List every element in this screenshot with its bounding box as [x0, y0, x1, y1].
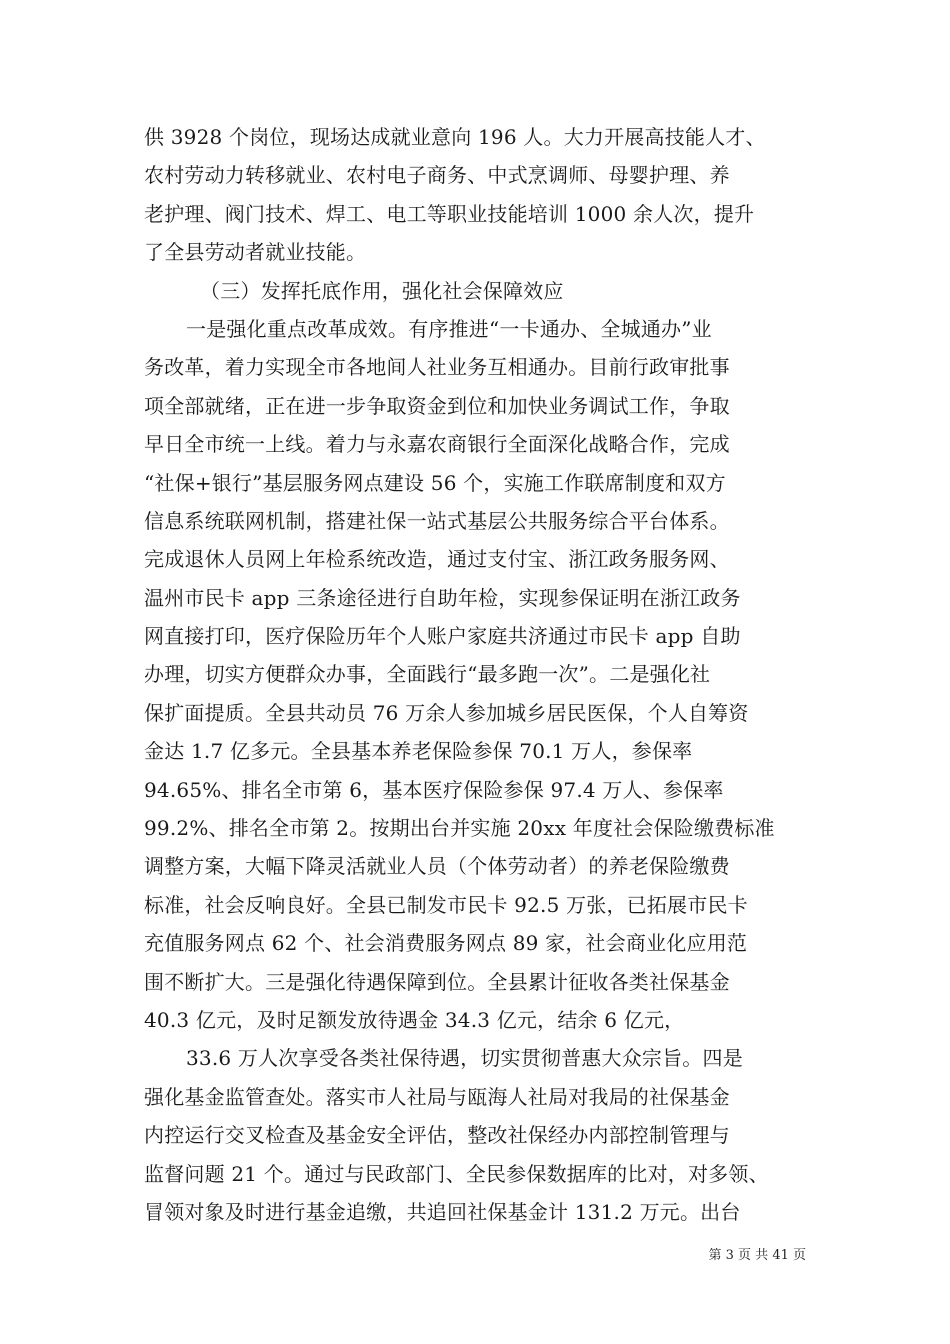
text-line: 内控运行交叉检查及基金安全评估，整改社保经办内部控制管理与	[144, 1123, 730, 1148]
text-line: 温州市民卡 app 三条途径进行自助年检，实现参保证明在浙江政务	[144, 585, 741, 610]
document-body	[144, 118, 806, 1231]
text-line: 办理，切实方便群众办事，全面践行“最多跑一次”。二是强化社	[144, 662, 711, 687]
text-line: 老护理、阀门技术、焊工、电工等职业技能培训 1000 余人次，提升	[144, 201, 755, 226]
text-line: 监督问题 21 个。通过与民政部门、全民参保数据库的比对，对多领、	[144, 1161, 769, 1186]
text-line: 了全县劳动者就业技能。	[144, 240, 367, 265]
text-line: 完成退休人员网上年检系统改造，通过支付宝、浙江政务服务网、	[144, 547, 730, 572]
text-line: 94.65%、排名全市第 6，基本医疗保险参保 97.4 万人、参保率	[144, 777, 724, 802]
text-line: 强化基金监管查处。落实市人社局与瓯海人社局对我局的社保基金	[144, 1084, 730, 1109]
text-line: 99.2%、排名全市第 2。按期出台并实施 20xx 年度社会保险缴费标准	[144, 816, 775, 841]
text-line: 网直接打印，医疗保险历年个人账户家庭共济通过市民卡 app 自助	[144, 624, 741, 649]
text-line: 信息系统联网机制，搭建社保一站式基层公共服务综合平台体系。	[144, 508, 730, 533]
page-number-footer: 第 3 页 共 41 页	[708, 1248, 806, 1263]
text-line: 农村劳动力转移就业、农村电子商务、中式烹调师、母婴护理、养	[144, 163, 730, 188]
section-heading: （三）发挥托底作用，强化社会保障效应	[200, 278, 564, 303]
text-line: “社保+银行”基层服务网点建设 56 个，实施工作联席制度和双方	[144, 470, 726, 495]
text-line: 保扩面提质。全县共动员 76 万余人参加城乡居民医保，个人自筹资	[144, 700, 749, 725]
text-line: 标准，社会反响良好。全县已制发市民卡 92.5 万张，已拓展市民卡	[144, 892, 748, 917]
text-line: 务改革，着力实现全市各地间人社业务互相通办。目前行政审批事	[144, 355, 730, 380]
text-line: 金达 1.7 亿多元。全县基本养老保险参保 70.1 万人，参保率	[144, 739, 693, 764]
text-line: 围不断扩大。三是强化待遇保障到位。全县累计征收各类社保基金	[144, 969, 730, 994]
text-line: 充值服务网点 62 个、社会消费服务网点 89 家，社会商业化应用范	[144, 931, 748, 956]
text-line: 冒领对象及时进行基金追缴，共追回社保基金计 131.2 万元。出台	[144, 1199, 741, 1224]
text-line: 33.6 万人次享受各类社保待遇，切实贯彻普惠大众宗旨。四是	[186, 1046, 743, 1071]
text-line: 供 3928 个岗位，现场达成就业意向 196 人。大力开展高技能人才、	[144, 125, 766, 149]
text-line: 早日全市统一上线。着力与永嘉农商银行全面深化战略合作，完成	[144, 432, 730, 457]
text-line: 调整方案，大幅下降灵活就业人员（个体劳动者）的养老保险缴费	[144, 854, 730, 879]
text-line: 40.3 亿元，及时足额发放待遇金 34.3 亿元，结余 6 亿元，	[144, 1007, 685, 1032]
text-line: 项全部就绪，正在进一步争取资金到位和加快业务调试工作，争取	[144, 393, 730, 418]
text-line: 一是强化重点改革成效。有序推进“一卡通办、全城通办”业	[186, 316, 712, 341]
